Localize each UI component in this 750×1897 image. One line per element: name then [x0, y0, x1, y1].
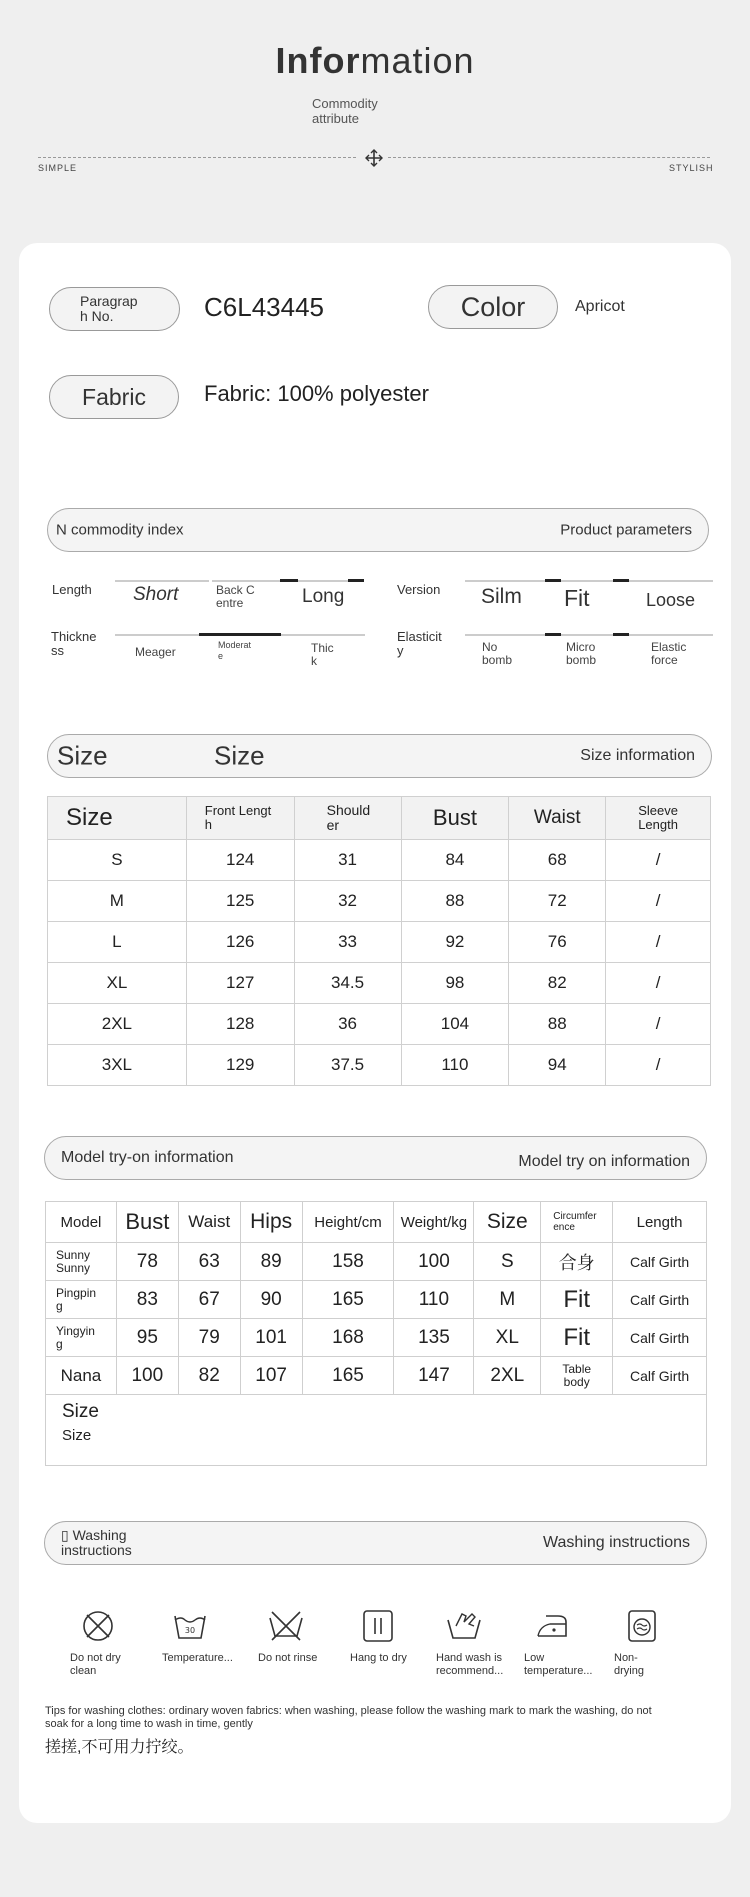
page-title: Information [275, 40, 475, 81]
model-waist-cell: 63 [178, 1243, 240, 1281]
size-table-cell: 31 [294, 840, 401, 881]
model-bust-cell: 78 [116, 1243, 178, 1281]
elasticity-seg-mark-1 [545, 633, 561, 636]
waist-header-2: Waist [178, 1202, 240, 1243]
wash-label: Do not dry clean [70, 1652, 121, 1677]
size-table-cell: / [606, 881, 711, 922]
size-table-cell: 104 [401, 1004, 509, 1045]
length-seg-1 [115, 580, 209, 582]
length-seg-mark-2 [348, 579, 364, 582]
size-table-cell: 76 [509, 922, 606, 963]
model-length-cell: Calf Girth [613, 1319, 707, 1357]
length-back-centre: Back C entre [216, 583, 255, 610]
size-table-cell: 2XL [48, 1004, 187, 1045]
fabric-value: Fabric: 100% polyester [204, 381, 429, 406]
hand-wash-icon [444, 1608, 484, 1644]
length-label: Length [52, 582, 92, 597]
size-table-cell: 94 [509, 1045, 606, 1086]
size-info-bar: Size Size Size information [47, 734, 712, 778]
sleeve-length-header: Sleeve Length [606, 797, 711, 840]
model-header: Model [46, 1202, 117, 1243]
wash-item [614, 1608, 688, 1678]
model-height-cell: 158 [302, 1243, 394, 1281]
divider-left [38, 157, 356, 158]
size-table-cell: 110 [401, 1045, 509, 1086]
model-table-row [46, 1319, 707, 1357]
waist-header: Waist [509, 797, 606, 840]
model-fit-cell: Fit [541, 1281, 613, 1319]
length-seg-3 [298, 580, 348, 582]
thickness-seg-mark [199, 633, 281, 636]
size-table-cell: 34.5 [294, 963, 401, 1004]
size-note-1: Size [62, 1401, 99, 1422]
model-weight-cell: 147 [394, 1357, 474, 1395]
model-bust-cell: 100 [116, 1357, 178, 1395]
version-fit: Fit [564, 585, 590, 611]
size-table-cell: 92 [401, 922, 509, 963]
elasticity-seg-1 [465, 634, 545, 636]
hips-header: Hips [240, 1202, 302, 1243]
model-bust-cell: 95 [116, 1319, 178, 1357]
size-table-cell: 32 [294, 881, 401, 922]
size-table-cell: S [48, 840, 187, 881]
version-seg-mark-1 [545, 579, 561, 582]
size-table-row [48, 922, 711, 963]
wash-item [350, 1608, 424, 1665]
do-not-rinse-icon [266, 1608, 306, 1644]
model-length-cell: Calf Girth [613, 1357, 707, 1395]
elasticity-label: Elasticit y [397, 629, 442, 658]
model-weight-cell: 110 [394, 1281, 474, 1319]
fabric-pill: Fabric [49, 375, 179, 419]
size-table-cell: / [606, 840, 711, 881]
model-hips-cell: 89 [240, 1243, 302, 1281]
size-table-cell: M [48, 881, 187, 922]
model-table [45, 1201, 707, 1466]
size-table-cell: XL [48, 963, 187, 1004]
bust-header: Bust [401, 797, 509, 840]
divider-right [388, 157, 710, 158]
non-drying-icon [622, 1608, 662, 1644]
model-hips-cell: 90 [240, 1281, 302, 1319]
size-table-cell: 82 [509, 963, 606, 1004]
model-height-cell: 165 [302, 1357, 394, 1395]
color-value: Apricot [575, 298, 625, 315]
size-table-cell: / [606, 1004, 711, 1045]
color-pill: Color [428, 285, 558, 329]
wash-label: Low temperature... [524, 1652, 593, 1677]
version-seg-mark-2 [613, 579, 629, 582]
wash-item [162, 1608, 236, 1665]
model-length-cell: Calf Girth [613, 1281, 707, 1319]
size-table-cell: / [606, 1045, 711, 1086]
size-table-cell: 128 [186, 1004, 294, 1045]
wash-item [70, 1608, 144, 1678]
size-table-cell: 88 [509, 1004, 606, 1045]
size-table-cell: 3XL [48, 1045, 187, 1086]
model-name-cell: Pingpin g [46, 1281, 117, 1319]
length-short: Short [133, 584, 179, 605]
wash-30-icon [170, 1608, 210, 1644]
size-table-cell: / [606, 963, 711, 1004]
size-table-row [48, 1004, 711, 1045]
model-table-row [46, 1281, 707, 1319]
size-table-cell: 72 [509, 881, 606, 922]
model-hips-cell: 107 [240, 1357, 302, 1395]
elasticity-seg-2 [561, 634, 613, 636]
size-table-cell: 98 [401, 963, 509, 1004]
model-size-cell: M [474, 1281, 541, 1319]
size-table-cell: 127 [186, 963, 294, 1004]
size-header: Size [48, 797, 187, 840]
no-dry-clean-icon [78, 1608, 118, 1644]
circumference-header: Circumfer ence [541, 1202, 613, 1243]
version-seg-2 [561, 580, 613, 582]
svg-text:30: 30 [184, 1626, 196, 1635]
wash-item [436, 1608, 510, 1678]
size-table-row [48, 1045, 711, 1086]
model-bust-cell: 83 [116, 1281, 178, 1319]
hang-dry-icon [358, 1608, 398, 1644]
weight-header: Weight/kg [394, 1202, 474, 1243]
thickness-moderate: Moderat e [218, 640, 252, 661]
elasticity-elastic-force: Elastic force [651, 640, 687, 667]
size-table-cell: 88 [401, 881, 509, 922]
elasticity-micro-bomb: Micro bomb [566, 640, 597, 667]
size-table-cell: / [606, 922, 711, 963]
model-hips-cell: 101 [240, 1319, 302, 1357]
bust-header-2: Bust [116, 1202, 178, 1243]
model-fit-cell: 合身 [541, 1243, 613, 1281]
length-seg-mark-1 [280, 579, 298, 582]
model-table-row [46, 1243, 707, 1281]
model-size-cell: S [474, 1243, 541, 1281]
size-table-cell: L [48, 922, 187, 963]
length-header: Length [613, 1202, 707, 1243]
size-table-row [48, 840, 711, 881]
commodity-index-bar: N commodity index Product parameters [47, 508, 709, 552]
page-subtitle: Commodity attribute [312, 96, 378, 126]
version-seg-3 [629, 580, 713, 582]
washing-tips: Tips for washing clothes: ordinary woven fabrics: when washing, please follow the washing mark to mark the washing, do not soak for a long time to wash in time, gently [45, 1705, 652, 1730]
version-silm: Silm [481, 585, 522, 608]
size-table-row [48, 963, 711, 1004]
wash-label: Hang to dry [350, 1652, 407, 1664]
washing-bar-left: ▯ Washing instructions [61, 1527, 132, 1558]
model-fit-cell: Fit [541, 1319, 613, 1357]
wash-label: Non- drying [614, 1652, 644, 1677]
stylish-tag: STYLISH [669, 163, 714, 173]
thickness-seg-2 [281, 634, 365, 636]
thickness-meager: Meager [135, 645, 176, 659]
paragraph-no-value: C6L43445 [204, 292, 324, 322]
version-seg-1 [465, 580, 545, 582]
model-weight-cell: 100 [394, 1243, 474, 1281]
model-size-cell: XL [474, 1319, 541, 1357]
size-table-cell: 124 [186, 840, 294, 881]
size-note-2: Size [62, 1427, 92, 1444]
low-temp-iron-icon [532, 1608, 572, 1644]
wash-item [524, 1608, 598, 1678]
thickness-thick: Thic k [311, 641, 334, 668]
shoulder-header: Should er [294, 797, 401, 840]
version-loose: Loose [646, 590, 696, 610]
paragraph-no-pill: Paragrap h No. [49, 287, 180, 331]
version-label: Version [397, 582, 441, 597]
move-cross-icon [364, 148, 384, 168]
size-table-cell: 125 [186, 881, 294, 922]
elasticity-seg-mark-2 [613, 633, 629, 636]
model-height-cell: 168 [302, 1319, 394, 1357]
length-long: Long [302, 586, 345, 607]
front-length-header: Front Lengt h [186, 797, 294, 840]
size-table-row [48, 881, 711, 922]
model-length-cell: Calf Girth [613, 1243, 707, 1281]
model-name-cell: Sunny Sunny [46, 1243, 117, 1281]
simple-tag: SIMPLE [38, 163, 78, 173]
height-header: Height/cm [302, 1202, 394, 1243]
wash-label: Do not rinse [258, 1652, 318, 1664]
size-table-cell: 36 [294, 1004, 401, 1045]
model-waist-cell: 79 [178, 1319, 240, 1357]
elasticity-no-bomb: No bomb [482, 640, 513, 667]
size-table-cell: 68 [509, 840, 606, 881]
length-seg-2 [212, 580, 280, 582]
model-fit-cell: Table body [541, 1357, 613, 1395]
model-size-cell: 2XL [474, 1357, 541, 1395]
size-table-cell: 126 [186, 922, 294, 963]
wash-label: Hand wash is recommend... [436, 1652, 504, 1677]
model-name-cell: Yingyin g [46, 1319, 117, 1357]
model-waist-cell: 82 [178, 1357, 240, 1395]
size-table-cell: 33 [294, 922, 401, 963]
elasticity-seg-3 [629, 634, 713, 636]
size-note-cell [46, 1395, 707, 1466]
model-height-cell: 165 [302, 1281, 394, 1319]
size-table-cell: 84 [401, 840, 509, 881]
wash-item [258, 1608, 332, 1665]
size-header-2: Size [474, 1202, 541, 1243]
washing-bar: ▯ Washing instructions Washing instructions [44, 1521, 707, 1565]
size-table [47, 796, 711, 1086]
thickness-seg-1 [115, 634, 199, 636]
model-table-row [46, 1357, 707, 1395]
model-waist-cell: 67 [178, 1281, 240, 1319]
model-info-bar: Model try-on information Model try on information [44, 1136, 707, 1180]
size-table-cell: 37.5 [294, 1045, 401, 1086]
model-name-cell: Nana [46, 1357, 117, 1395]
size-table-cell: 129 [186, 1045, 294, 1086]
thickness-label: Thickne ss [51, 629, 97, 658]
wash-label: Temperature... [162, 1652, 233, 1664]
washing-tips-cn: 搓搓,不可用力拧绞。 [45, 1739, 194, 1756]
model-weight-cell: 135 [394, 1319, 474, 1357]
